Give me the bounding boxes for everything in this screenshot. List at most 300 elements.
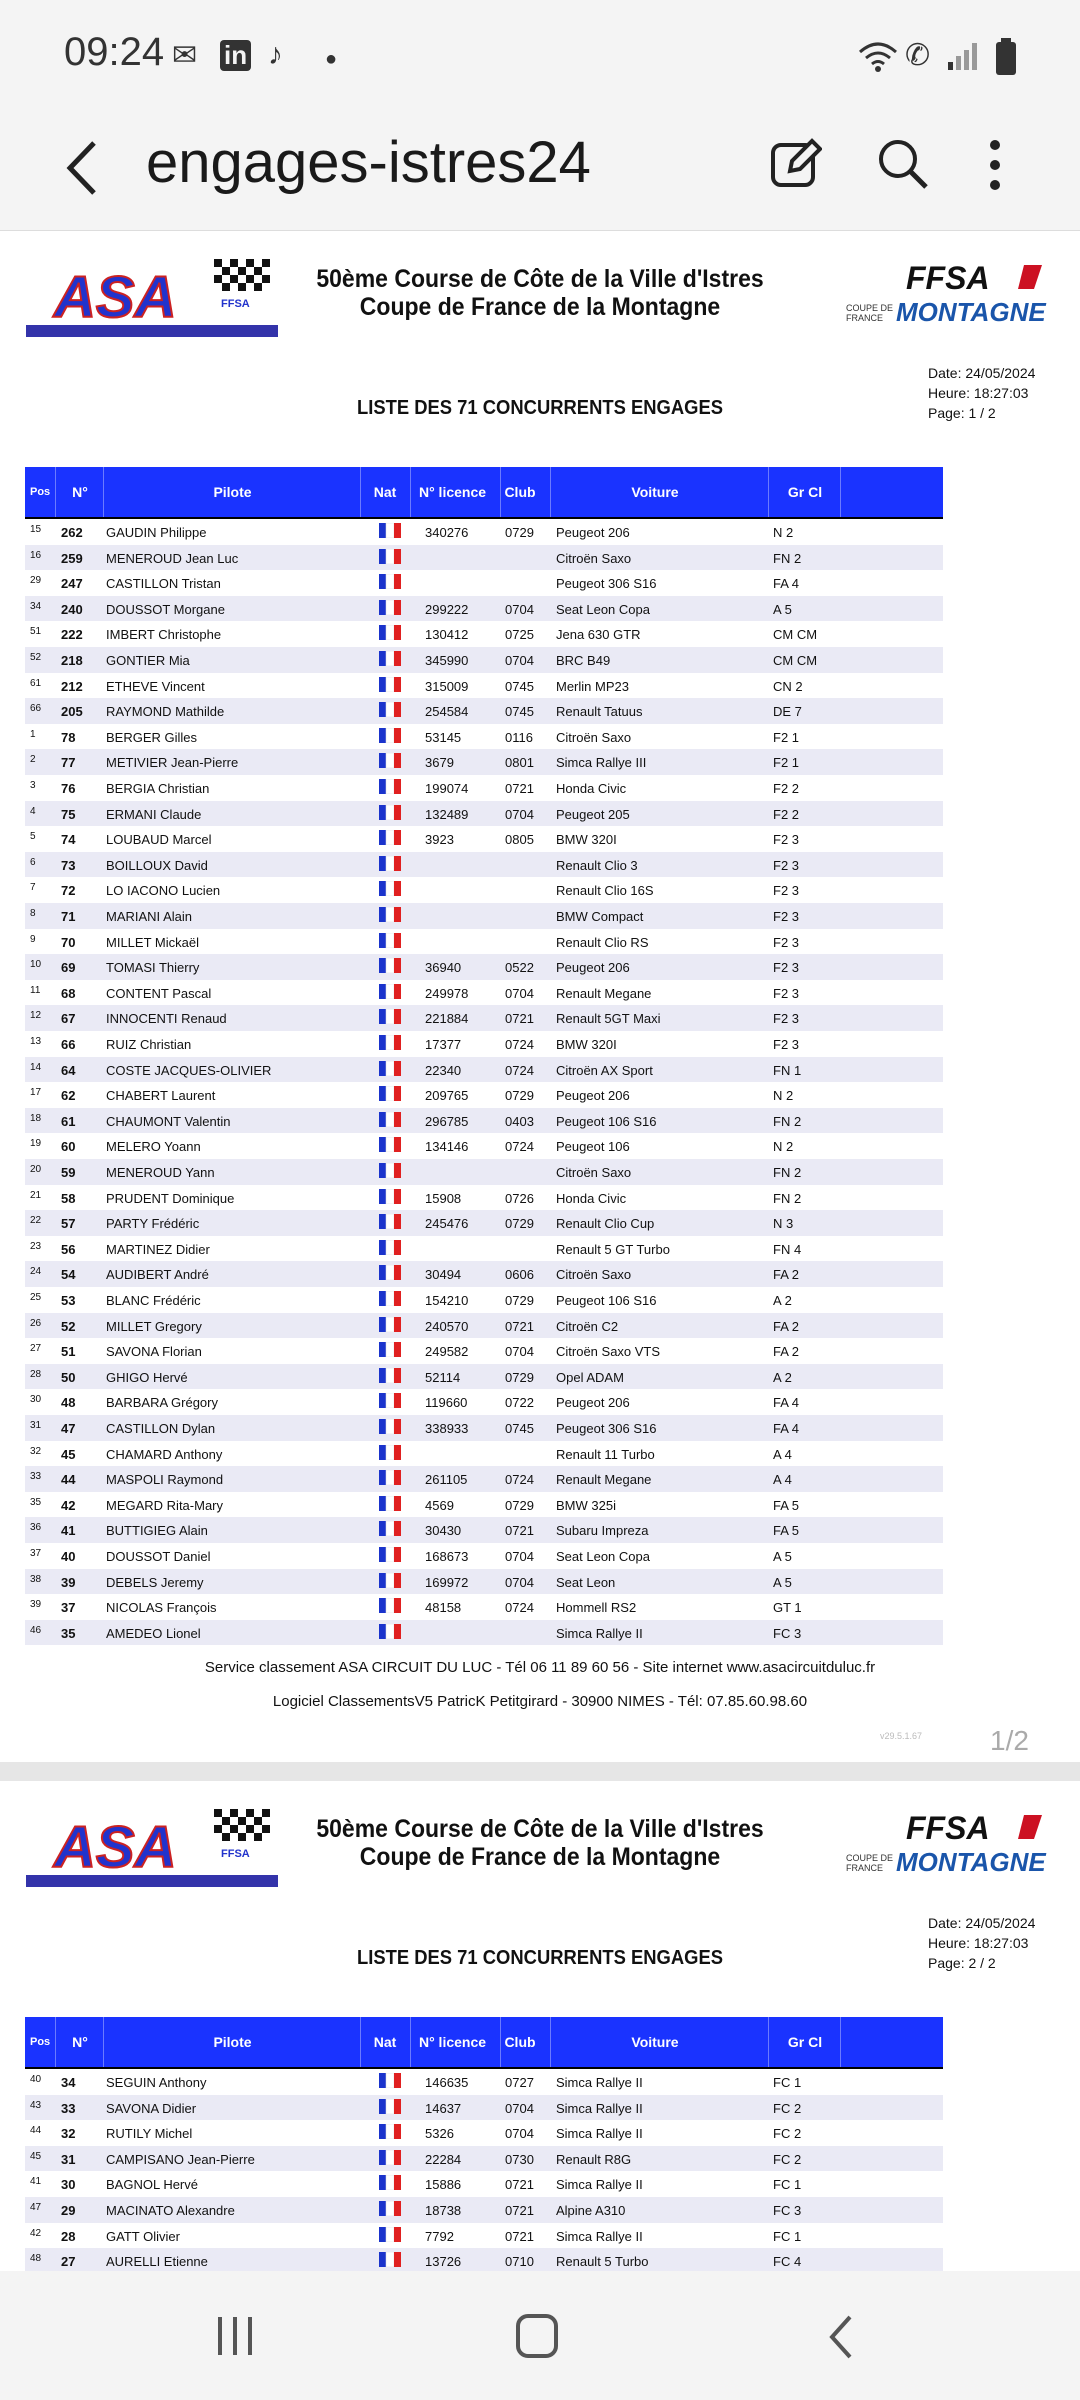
back-arrow-icon[interactable]: [62, 135, 102, 201]
row-pos: 38: [30, 1573, 42, 1585]
row-num: 74: [61, 832, 76, 848]
svg-text:FFSA: FFSA: [221, 298, 250, 310]
row-pilote: GONTIER Mia: [106, 653, 190, 668]
french-flag-icon: [379, 779, 401, 794]
row-grcl: F2 1: [773, 729, 800, 745]
row-pos: 18: [30, 1112, 42, 1124]
row-grcl: CN 2: [773, 678, 803, 694]
french-flag-icon: [379, 1163, 401, 1178]
row-licence: 15886: [425, 2177, 462, 2193]
row-voiture: Citroën Saxo VTS: [556, 1344, 661, 1360]
row-pos: 42: [30, 2227, 42, 2239]
row-licence: 254584: [425, 704, 469, 720]
row-pilote: ETHEVE Vincent: [106, 678, 205, 694]
row-club: 0724: [505, 1062, 534, 1078]
row-voiture: Honda Civic: [556, 1190, 627, 1206]
row-num: 67: [61, 1011, 76, 1027]
row-pos: 29: [30, 575, 42, 587]
search-icon[interactable]: [876, 137, 930, 191]
row-pilote: MILLET Gregory: [106, 1318, 202, 1334]
table-row: [25, 724, 943, 750]
row-pos: 17: [30, 1087, 42, 1099]
row-grcl: A 5: [773, 601, 792, 617]
french-flag-icon: [379, 856, 401, 871]
row-grcl: FN 2: [773, 550, 802, 566]
row-pilote: MEGARD Rita-Mary: [106, 1497, 224, 1513]
row-grcl: F2 3: [773, 960, 800, 976]
table-row: [25, 1261, 943, 1287]
row-club: 0722: [505, 1395, 534, 1411]
table-row: [25, 596, 943, 622]
row-pos: 26: [30, 1317, 42, 1329]
row-pilote: BERGIA Christian: [106, 781, 210, 796]
table-row: [25, 1108, 943, 1134]
event-title: [301, 265, 779, 321]
row-grcl: FA 5: [773, 1497, 800, 1513]
table-row: [25, 2248, 943, 2271]
row-licence: 22284: [425, 2151, 462, 2167]
row-grcl: FC 2: [773, 2100, 802, 2116]
row-club: 0606: [505, 1267, 534, 1283]
table-row: [25, 570, 943, 596]
row-pilote: BAGNOL Hervé: [106, 2177, 198, 2193]
row-pilote: BERGER Gilles: [106, 729, 198, 745]
row-licence: 3679: [425, 755, 454, 771]
svg-text:COUPE DE: COUPE DE: [846, 303, 894, 313]
row-grcl: A 4: [773, 1446, 792, 1462]
row-pilote: DEBELS Jeremy: [106, 1574, 204, 1590]
table-row: [25, 2146, 943, 2172]
row-num: 212: [61, 678, 83, 694]
french-flag-icon: [379, 574, 401, 589]
row-pilote: DOUSSOT Daniel: [106, 1549, 211, 1564]
row-num: 51: [61, 1344, 76, 1360]
french-flag-icon: [379, 1419, 401, 1434]
row-voiture: Renault Clio RS: [556, 934, 649, 950]
row-pilote: MILLET Mickaël: [106, 934, 199, 950]
ffsa-montagne-logo: [846, 259, 1058, 329]
row-pilote: MENEROUD Yann: [106, 1165, 215, 1180]
row-licence: 22340: [425, 1062, 462, 1078]
status-time: 09:24: [64, 30, 165, 74]
row-grcl: FC 2: [773, 2151, 802, 2167]
row-num: 259: [61, 550, 83, 566]
row-licence: 30430: [425, 1523, 462, 1539]
row-pilote: METIVIER Jean-Pierre: [106, 755, 239, 771]
table-row: [25, 1415, 943, 1441]
meta-page: Page: 1 / 2: [928, 405, 996, 421]
table-row: [25, 1594, 943, 1620]
col-voiture: Voiture: [631, 2034, 679, 2050]
row-pos: 11: [30, 984, 41, 996]
row-club: 0721: [505, 2228, 534, 2244]
row-num: 40: [61, 1549, 76, 1564]
row-licence: 18738: [425, 2203, 462, 2218]
row-pos: 46: [30, 1624, 42, 1636]
row-voiture: Renault Megane: [556, 1472, 652, 1488]
asa-logo: [26, 255, 278, 337]
row-grcl: FC 1: [773, 2228, 802, 2244]
row-voiture: Renault Clio Cup: [556, 1216, 655, 1232]
row-voiture: Simca Rallye II: [556, 2177, 643, 2193]
back-nav-icon[interactable]: [826, 2313, 856, 2361]
row-club: 0721: [505, 1011, 534, 1027]
row-pilote: SEGUIN Anthony: [106, 2075, 207, 2090]
wifi-icon: [858, 40, 898, 72]
row-club: 0745: [505, 704, 534, 720]
french-flag-icon: [379, 677, 401, 692]
row-grcl: N 2: [773, 1088, 794, 1104]
system-nav-bar: [0, 2271, 1080, 2400]
row-pilote: GATT Olivier: [106, 2228, 180, 2244]
row-club: 0704: [505, 601, 534, 617]
row-club: 0725: [505, 627, 534, 643]
french-flag-icon: [379, 1470, 401, 1485]
row-club: 0403: [505, 1113, 534, 1129]
french-flag-icon: [379, 1445, 401, 1460]
row-num: 60: [61, 1139, 76, 1155]
row-num: 54: [61, 1267, 76, 1283]
row-pos: 43: [30, 2099, 42, 2111]
row-num: 35: [61, 1625, 76, 1641]
row-licence: 14637: [425, 2100, 462, 2116]
table-row: [25, 647, 943, 673]
row-pos: 41: [30, 2176, 42, 2188]
row-pos: 23: [30, 1240, 42, 1252]
row-voiture: Renault Megane: [556, 985, 652, 1001]
row-voiture: Seat Leon Copa: [556, 1549, 650, 1564]
row-grcl: F2 1: [773, 755, 800, 771]
row-num: 31: [61, 2151, 76, 2167]
row-pos: 31: [30, 1420, 42, 1431]
row-num: 37: [61, 1600, 76, 1616]
row-grcl: F2 3: [773, 883, 800, 899]
table-row: [25, 1287, 943, 1313]
row-pilote: MELERO Yoann: [106, 1139, 201, 1155]
row-pos: 19: [30, 1138, 42, 1150]
table-row: [25, 749, 943, 775]
row-pilote: RUTILY Michel: [106, 2126, 193, 2142]
row-pilote: BUTTIGIEG Alain: [106, 1523, 208, 1539]
row-num: 39: [61, 1574, 76, 1590]
row-num: 52: [61, 1318, 76, 1334]
row-pilote: SAVONA Didier: [106, 2100, 197, 2116]
row-voiture: Simca Rallye II: [556, 2228, 643, 2244]
row-voiture: Renault Clio 16S: [556, 883, 654, 899]
table-row: [25, 519, 943, 545]
row-pilote: BOILLOUX David: [106, 857, 208, 873]
row-pos: 34: [30, 600, 42, 612]
row-grcl: FN 2: [773, 1113, 802, 1129]
row-num: 75: [61, 806, 76, 822]
table-row: [25, 1543, 943, 1569]
french-flag-icon: [379, 1240, 401, 1255]
row-num: 72: [61, 883, 76, 899]
french-flag-icon: [379, 549, 401, 564]
row-pos: 10: [30, 959, 42, 971]
row-num: 61: [61, 1113, 76, 1129]
row-pos: 40: [30, 2074, 42, 2085]
col-grcl: Gr Cl: [787, 2034, 823, 2050]
french-flag-icon: [379, 2201, 401, 2216]
row-club: 0724: [505, 1139, 534, 1155]
row-voiture: Renault 11 Turbo: [556, 1446, 655, 1462]
row-licence: 3923: [425, 832, 454, 848]
meta-page: Page: 2 / 2: [928, 1955, 996, 1971]
row-pos: 6: [30, 856, 36, 868]
table-row: [25, 1517, 943, 1543]
row-pilote: CHAUMONT Valentin: [106, 1113, 231, 1129]
row-licence: 169972: [425, 1574, 469, 1590]
row-grcl: F2 2: [773, 806, 800, 822]
row-num: 76: [61, 781, 76, 796]
row-voiture: BMW 320I: [556, 832, 617, 848]
row-pilote: TOMASI Thierry: [106, 960, 200, 976]
french-flag-icon: [379, 2073, 401, 2088]
table-row: [25, 698, 943, 724]
more-options-icon[interactable]: [985, 137, 1005, 193]
row-grcl: FN 2: [773, 1165, 802, 1180]
row-grcl: FC 1: [773, 2177, 802, 2193]
french-flag-icon: [379, 625, 401, 640]
french-flag-icon: [379, 2150, 401, 2165]
row-grcl: FC 3: [773, 1625, 802, 1641]
row-licence: 245476: [425, 1216, 469, 1232]
table-row: [25, 2095, 943, 2121]
row-pilote: CASTILLON Dylan: [106, 1421, 216, 1436]
row-pos: 33: [30, 1471, 42, 1483]
row-club: 0729: [505, 1293, 534, 1308]
row-licence: 17377: [425, 1037, 462, 1052]
col-nat: Nat: [373, 2034, 397, 2050]
row-pilote: RUIZ Christian: [106, 1037, 192, 1052]
table-row: [25, 2171, 943, 2197]
row-club: 0704: [505, 2100, 534, 2116]
row-pos: 36: [30, 1522, 42, 1534]
table-row: [25, 1057, 943, 1083]
row-voiture: Hommell RS2: [556, 1600, 637, 1616]
row-licence: 249582: [425, 1344, 469, 1360]
row-pilote: BARBARA Grégory: [106, 1395, 218, 1411]
row-pilote: NICOLAS François: [106, 1600, 217, 1616]
pdf-page-1: [0, 231, 1080, 1762]
edit-icon[interactable]: [770, 137, 822, 189]
row-voiture: Simca Rallye III: [556, 755, 647, 771]
row-voiture: BMW 320I: [556, 1037, 617, 1052]
svg-text:ASA: ASA: [54, 265, 177, 330]
meta-time: Heure: 18:27:03: [928, 385, 1029, 401]
row-voiture: Citroën AX Sport: [556, 1062, 653, 1078]
col-nat: Nat: [373, 484, 397, 500]
row-grcl: F2 3: [773, 909, 800, 924]
row-voiture: Opel ADAM: [556, 1369, 624, 1385]
row-voiture: Peugeot 106 S16: [556, 1293, 657, 1308]
row-pos: 7: [30, 882, 36, 894]
table-row: [25, 1185, 943, 1211]
row-pos: 4: [30, 805, 36, 817]
row-pilote: CONTENT Pascal: [106, 985, 212, 1001]
row-voiture: Simca Rallye II: [556, 2126, 643, 2142]
row-num: 71: [61, 909, 76, 924]
row-pos: 24: [30, 1266, 42, 1278]
row-grcl: FA 4: [773, 576, 800, 592]
row-licence: 315009: [425, 678, 469, 694]
table-row: [25, 1441, 943, 1467]
row-club: 0721: [505, 1318, 534, 1334]
col-grcl: Gr Cl: [787, 484, 823, 500]
row-num: 62: [61, 1088, 76, 1104]
event-title: [301, 1815, 779, 1871]
row-club: 0729: [505, 525, 534, 540]
app-bar: [0, 115, 1080, 231]
row-pos: 47: [30, 2202, 42, 2213]
row-num: 27: [61, 2254, 76, 2270]
row-licence: 168673: [425, 1549, 469, 1564]
row-pos: 66: [30, 703, 42, 715]
row-licence: 48158: [425, 1600, 462, 1616]
french-flag-icon: [379, 1086, 401, 1101]
french-flag-icon: [379, 753, 401, 768]
row-pos: 30: [30, 1394, 42, 1406]
svg-text:ASA: ASA: [54, 1815, 177, 1880]
table-row: [25, 1492, 943, 1518]
row-pilote: GHIGO Hervé: [106, 1369, 188, 1385]
row-num: 33: [61, 2100, 76, 2116]
row-num: 73: [61, 857, 76, 873]
row-club: 0704: [505, 2126, 534, 2142]
french-flag-icon: [379, 907, 401, 922]
french-flag-icon: [379, 1393, 401, 1408]
row-pilote: PARTY Frédéric: [106, 1216, 200, 1232]
row-club: 0721: [505, 1523, 534, 1539]
row-pilote: LO IACONO Lucien: [106, 883, 221, 899]
recent-apps-icon[interactable]: [214, 2315, 256, 2357]
row-licence: 154210: [425, 1293, 469, 1308]
row-num: 53: [61, 1293, 76, 1308]
row-pos: 21: [30, 1189, 42, 1201]
tiktok-icon: ♪: [268, 38, 283, 71]
row-grcl: FC 1: [773, 2075, 802, 2090]
row-grcl: FA 2: [773, 1318, 800, 1334]
wifi-calling-icon: ✆: [905, 39, 931, 72]
row-club: 0729: [505, 1369, 534, 1385]
row-num: 30: [61, 2177, 76, 2193]
row-pilote: MARTINEZ Didier: [106, 1241, 210, 1257]
table-row: [25, 1236, 943, 1262]
row-club: 0727: [505, 2075, 534, 2090]
row-grcl: FA 4: [773, 1395, 800, 1411]
list-title: LISTE DES 71 CONCURRENTS ENGAGES: [356, 1947, 724, 1969]
meta-date: Date: 24/05/2024: [928, 1915, 1036, 1931]
table-row: [25, 1389, 943, 1415]
table-row: [25, 1620, 943, 1646]
row-num: 68: [61, 985, 76, 1001]
row-voiture: Renault R8G: [556, 2151, 632, 2167]
row-pilote: PRUDENT Dominique: [106, 1190, 235, 1206]
col-club: Club: [504, 484, 536, 500]
row-num: 247: [61, 576, 83, 592]
row-licence: 296785: [425, 1113, 469, 1129]
row-grcl: CM CM: [773, 653, 818, 668]
table-row: [25, 1364, 943, 1390]
row-grcl: A 5: [773, 1549, 792, 1564]
row-voiture: Renault 5 Turbo: [556, 2254, 649, 2270]
col-licence: N° licence: [418, 2034, 487, 2050]
table-row: [25, 2069, 943, 2095]
table-row: [25, 2120, 943, 2146]
row-club: 0710: [505, 2254, 534, 2270]
row-licence: 261105: [425, 1472, 468, 1488]
row-licence: 13726: [425, 2254, 462, 2270]
row-pos: 52: [30, 652, 42, 663]
row-voiture: Peugeot 206: [556, 1088, 630, 1104]
table-row: [25, 775, 943, 801]
row-num: 56: [61, 1241, 76, 1257]
page-meta: [928, 1913, 1035, 1973]
french-flag-icon: [379, 1061, 401, 1076]
row-num: 218: [61, 653, 83, 668]
row-club: 0116: [505, 729, 533, 745]
table-row: [25, 1466, 943, 1492]
table-row: [25, 801, 943, 827]
row-club: 0704: [505, 1574, 534, 1590]
svg-text:COUPE DE: COUPE DE: [846, 1853, 894, 1863]
row-club: 0729: [505, 1216, 534, 1232]
page-meta: [928, 363, 1035, 423]
french-flag-icon: [379, 1573, 401, 1588]
row-pos: 13: [30, 1036, 42, 1047]
row-pilote: CHAMARD Anthony: [106, 1446, 223, 1462]
table-row: [25, 954, 943, 980]
table-row: [25, 1210, 943, 1236]
french-flag-icon: [379, 1342, 401, 1357]
row-grcl: F2 3: [773, 934, 800, 950]
row-pos: 8: [30, 908, 36, 919]
table-row: [25, 826, 943, 852]
dot-icon: ●: [325, 48, 338, 70]
home-icon[interactable]: [515, 2313, 559, 2359]
row-pos: 48: [30, 2253, 42, 2265]
row-grcl: FC 2: [773, 2126, 802, 2142]
row-num: 44: [61, 1472, 76, 1488]
row-grcl: N 3: [773, 1216, 794, 1232]
meta-time: Heure: 18:27:03: [928, 1935, 1029, 1951]
row-pilote: CHABERT Laurent: [106, 1088, 216, 1104]
row-grcl: A 4: [773, 1472, 792, 1488]
table-row: [25, 1031, 943, 1057]
col-pos: Pos: [30, 2036, 51, 2048]
signal-icon: [946, 40, 980, 72]
row-voiture: Renault 5 GT Turbo: [556, 1241, 670, 1257]
row-licence: 36940: [425, 960, 462, 976]
row-voiture: Seat Leon: [556, 1574, 616, 1590]
row-licence: 146635: [425, 2075, 469, 2090]
row-num: 29: [61, 2203, 76, 2218]
french-flag-icon: [379, 1009, 401, 1024]
row-pilote: MARIANI Alain: [106, 909, 192, 924]
row-pilote: MASPOLI Raymond: [106, 1472, 224, 1488]
pdf-viewer[interactable]: [0, 231, 1080, 2271]
svg-text:FFSA: FFSA: [906, 1810, 990, 1846]
row-club: 0729: [505, 1088, 534, 1104]
row-club: 0745: [505, 1421, 534, 1436]
row-licence: 4569: [425, 1497, 454, 1513]
row-voiture: Renault 5GT Maxi: [556, 1011, 661, 1027]
row-licence: 119660: [425, 1395, 468, 1411]
french-flag-icon: [379, 600, 401, 615]
row-grcl: F2 3: [773, 857, 800, 873]
row-licence: 15908: [425, 1190, 462, 1206]
